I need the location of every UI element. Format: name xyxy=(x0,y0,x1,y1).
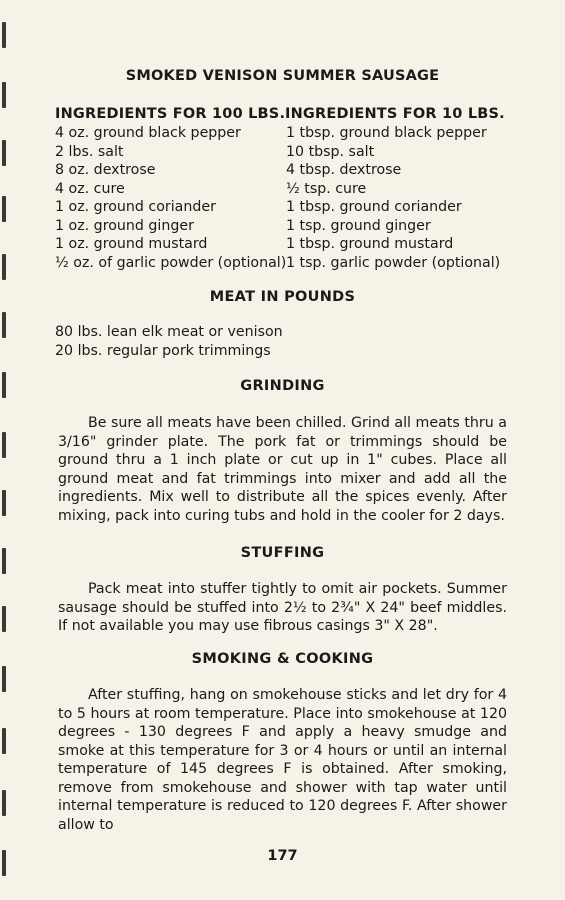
stuffing-heading: STUFFING xyxy=(240,545,325,561)
list-item: 2 lbs. salt xyxy=(55,143,124,160)
stuffing-text: Pack meat into stuffer tightly to omit air pockets. Summer sausage should be stuffed into 2½ to 2¾" X 24" beef middles. If not available you may use fibrous casings 3" X 28". xyxy=(58,581,507,634)
ingredients-10-list xyxy=(286,124,500,272)
list-item: 10 tbsp. salt xyxy=(286,143,375,160)
list-item: 4 tbsp. dextrose xyxy=(286,162,402,178)
list-item: 4 oz. cure xyxy=(55,180,125,197)
grinding-text: Be sure all meats have been chilled. Grind all meats thru a 3/16" grinder plate. The pork fat or trimmings should be ground thru a 1 inch plate or cut up in 1" cubes. Place all ground meat and fat trimmings into mixer and add all the ingredients. Mix well to distribute all the spices evenly. After mixing, pack into curing tubs and hold in the cooler for 2 days. xyxy=(58,415,507,524)
list-item: 4 oz. ground black pepper xyxy=(55,125,241,141)
list-item: ½ oz. of garlic powder (optional) xyxy=(55,254,287,271)
ingredients-100-heading: INGREDIENTS FOR 100 LBS. xyxy=(55,106,286,122)
list-item: 1 oz. ground ginger xyxy=(55,217,194,234)
binding-holes xyxy=(2,0,8,900)
list-item: 8 oz. dextrose xyxy=(55,162,156,178)
meat-heading: MEAT IN POUNDS xyxy=(209,289,356,305)
grinding-heading: GRINDING xyxy=(240,378,325,394)
meat-list xyxy=(55,323,283,361)
list-item: 1 oz. ground coriander xyxy=(55,199,216,215)
ingredients-10-heading: INGREDIENTS FOR 10 LBS. xyxy=(285,106,505,122)
list-item: 1 tsp. ground ginger xyxy=(286,217,431,234)
recipe-title: SMOKED VENISON SUMMER SAUSAGE xyxy=(125,68,440,84)
list-item: 1 tbsp. ground mustard xyxy=(286,236,454,252)
list-item: 1 tbsp. ground black pepper xyxy=(286,125,487,141)
list-item: 1 tsp. garlic powder (optional) xyxy=(286,254,501,271)
page-number: 177 xyxy=(267,848,298,864)
smoking-heading: SMOKING & COOKING xyxy=(191,651,374,667)
ingredients-100-list xyxy=(55,124,286,272)
list-item: 1 oz. ground mustard xyxy=(55,236,208,252)
list-item: 80 lbs. lean elk meat or venison xyxy=(55,324,283,340)
list-item: 20 lbs. regular pork trimmings xyxy=(55,343,271,359)
list-item: ½ tsp. cure xyxy=(286,180,367,197)
smoking-text: After stuffing, hang on smokehouse sticks and let dry for 4 to 5 hours at room temperature. Place into smokehouse at 120 degrees - 130 degrees F and apply a heavy smudge and smoke at this temperature for 3 or 4 hours or until an internal temperature of 145 degrees F is obtained. After smoking, remove from smokehouse and shower with tap water until internal temperature is reduced to 120 degrees F. After shower allow to xyxy=(58,687,507,833)
list-item: 1 tbsp. ground coriander xyxy=(286,199,462,215)
